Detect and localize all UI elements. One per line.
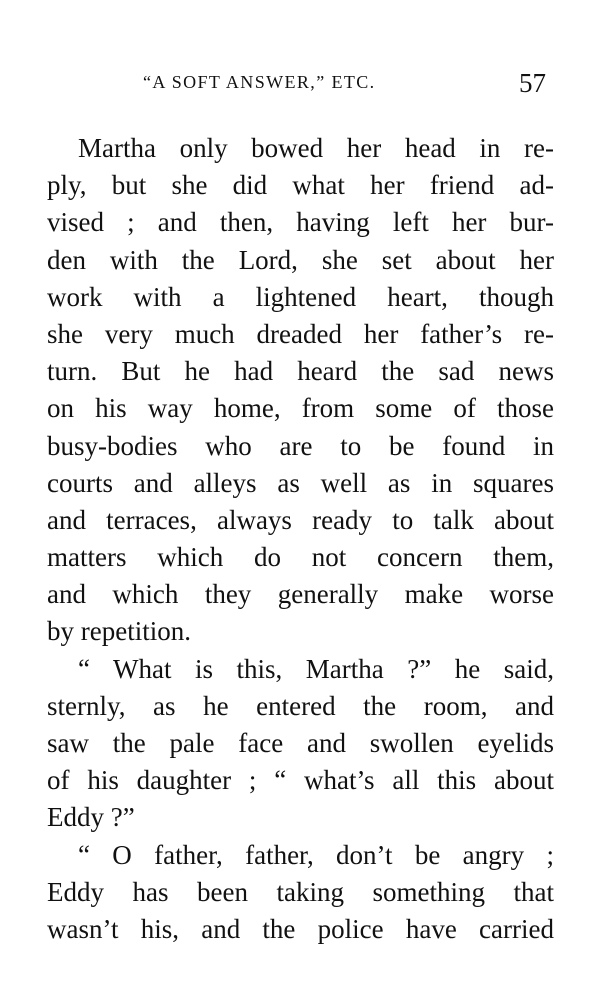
text-line: courts and alleys as well as in squares <box>47 467 554 498</box>
text-line: and terraces, always ready to talk about <box>47 504 554 535</box>
text-line: wasn’t his, and the police have carried <box>47 913 554 944</box>
text-line: sternly, as he entered the room, and <box>47 690 554 721</box>
text-line: and which they generally make worse <box>47 579 554 610</box>
page-number: 57 <box>519 68 546 98</box>
text-line: Martha only bowed her head in re- <box>78 133 554 163</box>
running-title: “A SOFT ANSWER,” ETC. <box>143 72 376 92</box>
text-line: “ What is this, Martha ?” he said, <box>78 653 554 684</box>
text-line: work with a lightened heart, though <box>47 281 554 312</box>
text-line: matters which do not concern them, <box>47 542 554 573</box>
paragraph-3 <box>47 837 554 949</box>
text-line: saw the pale face and swollen eyelids <box>47 728 554 758</box>
text-line: turn. But he had heard the sad news <box>47 356 554 387</box>
text-line: “ O father, father, don’t be angry ; <box>78 839 554 870</box>
text-line: den with the Lord, she set about her <box>47 244 554 275</box>
text-line: vised ; and then, having left her bur- <box>47 207 554 238</box>
text-line: by repetition. <box>47 616 191 647</box>
running-head <box>0 68 609 102</box>
text-line: Eddy ?” <box>47 802 135 833</box>
text-line: ply, but she did what her friend ad- <box>47 170 554 201</box>
body-text <box>47 130 554 948</box>
text-line: of his daughter ; “ what’s all this about <box>47 765 554 796</box>
paragraph-2 <box>47 651 554 837</box>
paragraph-1 <box>47 130 554 651</box>
text-line: busy-bodies who are to be found in <box>47 430 554 461</box>
text-line: she very much dreaded her father’s re- <box>47 318 554 349</box>
text-line: Eddy has been taking something that <box>47 876 554 907</box>
text-line: on his way home, from some of those <box>47 393 554 424</box>
